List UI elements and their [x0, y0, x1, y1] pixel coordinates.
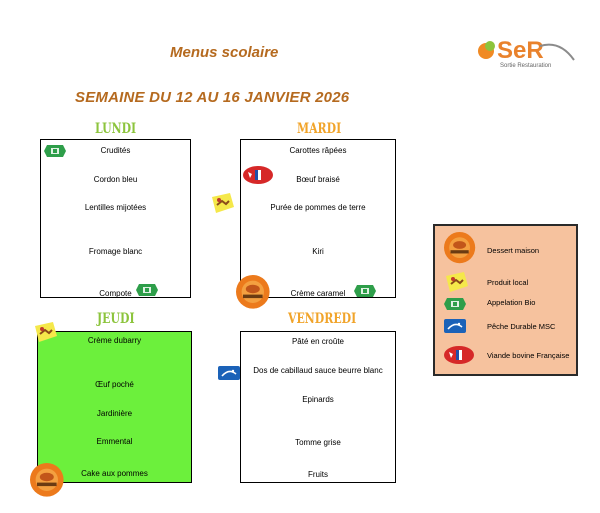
- day-label-mardi: MARDI: [297, 121, 342, 137]
- menu-item: Dos de cabillaud sauce beurre blanc: [253, 366, 383, 375]
- menu-item: Crème caramel: [290, 289, 346, 298]
- bio-icon: [354, 283, 378, 299]
- legend-label: Appelation Bio: [487, 298, 536, 307]
- page-title: Menus scolaire: [170, 44, 279, 61]
- dessert-maison-icon: [30, 463, 64, 497]
- menu-item: Crème dubarry: [87, 336, 142, 345]
- day-label-jeudi: JEUDI: [97, 311, 135, 327]
- logo-text: SeR: [497, 37, 544, 64]
- menu-item: Emmental: [96, 437, 133, 446]
- menu-item: Fromage blanc: [88, 247, 143, 256]
- ser-logo-icon: [476, 36, 586, 70]
- menu-item: Carottes râpées: [289, 146, 347, 155]
- bio-icon: [444, 296, 468, 312]
- menu-item: Jardinière: [96, 409, 133, 418]
- viande-francaise-icon: [243, 166, 273, 184]
- produit-local-icon: [444, 272, 472, 294]
- msc-icon: [444, 319, 468, 335]
- menu-item: Tomme grise: [295, 438, 341, 447]
- menu-item: Compote: [99, 289, 132, 298]
- menu-item: Crudités: [100, 146, 131, 155]
- logo-tagline: Sortie Restauration: [500, 63, 552, 69]
- menu-item: Lentilles mijotées: [84, 203, 147, 212]
- produit-local-icon: [210, 193, 236, 215]
- produit-local-icon: [33, 322, 59, 344]
- bio-icon: [44, 143, 68, 159]
- menu-item: Cordon bleu: [93, 175, 138, 184]
- menu-item: Bœuf braisé: [296, 175, 340, 184]
- dessert-maison-icon: [444, 232, 476, 264]
- menu-item: Purée de pommes de terre: [270, 203, 366, 212]
- day-label-vendredi: VENDREDI: [288, 311, 357, 327]
- menu-item: Cake aux pommes: [81, 469, 148, 478]
- dessert-maison-icon: [236, 275, 270, 309]
- week-heading: SEMAINE DU 12 AU 16 JANVIER 2026: [75, 89, 350, 106]
- menu-item: Fruits: [308, 470, 328, 479]
- day-label-lundi: LUNDI: [95, 121, 137, 137]
- ser-logo: [476, 36, 586, 70]
- menu-item: Kiri: [312, 247, 324, 256]
- legend-box: [433, 224, 578, 376]
- menu-item: Œuf poché: [95, 380, 134, 389]
- legend-label: Dessert maison: [487, 246, 540, 255]
- menu-box-lundi: [40, 139, 191, 298]
- legend-label: Produit local: [487, 278, 529, 287]
- bio-icon: [136, 282, 160, 298]
- legend-label: Viande bovine Française: [487, 351, 570, 360]
- menu-box-vendredi: [240, 331, 396, 483]
- menu-item: Pâté en croûte: [291, 337, 345, 346]
- menu-box-jeudi: [37, 331, 192, 483]
- legend-label: Pêche Durable MSC: [487, 322, 556, 331]
- viande-francaise-icon: [444, 346, 476, 366]
- msc-icon: [218, 366, 242, 382]
- menu-item: Epinards: [302, 395, 334, 404]
